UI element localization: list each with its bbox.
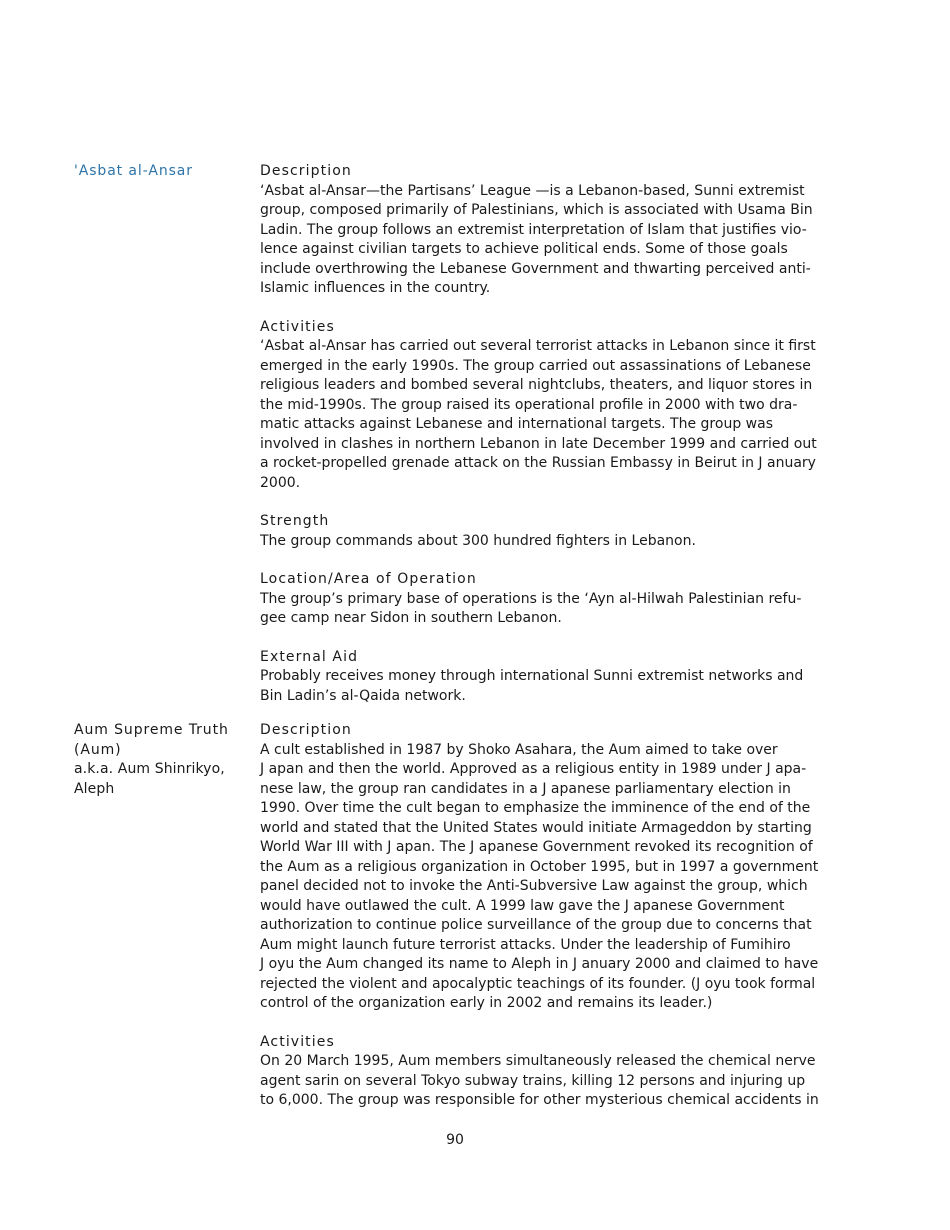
page-number: 90 [446,1132,464,1148]
entry-body [260,721,820,1130]
section-text: Probably receives money through international Sunni extremist networks and Bin Ladin’s al-Qaida network. [260,668,804,704]
section-external-aid [260,648,820,707]
entry-sidebar [74,162,244,182]
organization-name: Aum Supreme Truth (Aum) [74,722,229,758]
section-heading: Strength [260,513,330,529]
section-heading: External Aid [260,648,359,665]
section-text: On 20 March 1995, Aum members simultaneously released the chemical nerve agent sarin on several Tokyo subway trains, killing 12 persons and injuring up to 6,000. The group was responsible for other mysterious chemical accidents in [260,1053,819,1108]
section-strength [260,512,820,551]
section-text: The group commands about 300 hundred fighters in Lebanon. [260,532,696,549]
section-text: ‘Asbat al-Ansar—the Partisans’ League —is a Lebanon-based, Sunni extremist group, composed primarily of Palestinians, which is associated with Usama Bin Ladin. The group follows an extremist interpretation of Islam that justifies vio- lence against civilian targets to achieve political ends. Some of those goals include overthrowing the Lebanese Government and thwarting perceived anti- Islamic influences in the country. [260,182,813,296]
section-heading: Description [260,163,352,179]
organization-aliases: a.k.a. Aum Shinrikyo, Aleph [74,761,225,797]
section-activities [260,1033,820,1111]
section-description [260,162,820,299]
entry-body [260,162,820,725]
section-heading: Activities [260,318,335,335]
section-text: ‘Asbat al-Ansar has carried out several terrorist attacks in Lebanon since it first emerged in the early 1990s. The group carried out assassinations of Lebanese religious leaders and bombed several nightclubs, theaters, and liquor stores in the mid-1990s. The group raised its operational profile in 2000 with two dra- matic attacks against Lebanese and international targets. The group was involved in clashes in northern Lebanon in late December 1999 and carried out a rocket-propelled grenade attack on the Russian Embassy in Beirut in J anuary 2000. [260,338,817,491]
section-heading: Location/Area of Operation [260,571,477,587]
organization-name: 'Asbat al-Ansar [74,163,193,179]
section-text: A cult established in 1987 by Shoko Asahara, the Aum aimed to take over J apan and then the world. Approved as a religious entity in 1989 under J apa- nese law, the group ran candidates in a J apanese parliamentary election in 1990. Over time the cult began to emphasize the imminence of the end of the world and stated that the United States would initiate Armageddon by starting World War III with J apan. The J apanese Government revoked its recognition of the Aum as a religious organization in October 1995, but in 1997 a government panel decided not to invoke the Anti-Subversive Law against the group, which would have outlawed the cult. A 1999 law gave the J apanese Government authorization to continue police surveillance of the group due to concerns that Aum might launch future terrorist attacks. Under the leadership of Fumihiro J oyu the Aum changed its name to Aleph in J anuary 2000 and claimed to have rejected the violent and apocalyptic teachings of its founder. (J oyu took formal control of the organization early in 2002 and remains its leader.) [260,741,819,1011]
section-text: The group’s primary base of operations is the ‘Ayn al-Hilwah Palestinian refu- gee camp near Sidon in southern Lebanon. [260,590,802,626]
section-description [260,721,820,1014]
section-activities [260,318,820,494]
section-heading: Activities [260,1033,335,1050]
entry-sidebar [74,721,244,799]
section-location [260,570,820,629]
section-heading: Description [260,722,352,738]
